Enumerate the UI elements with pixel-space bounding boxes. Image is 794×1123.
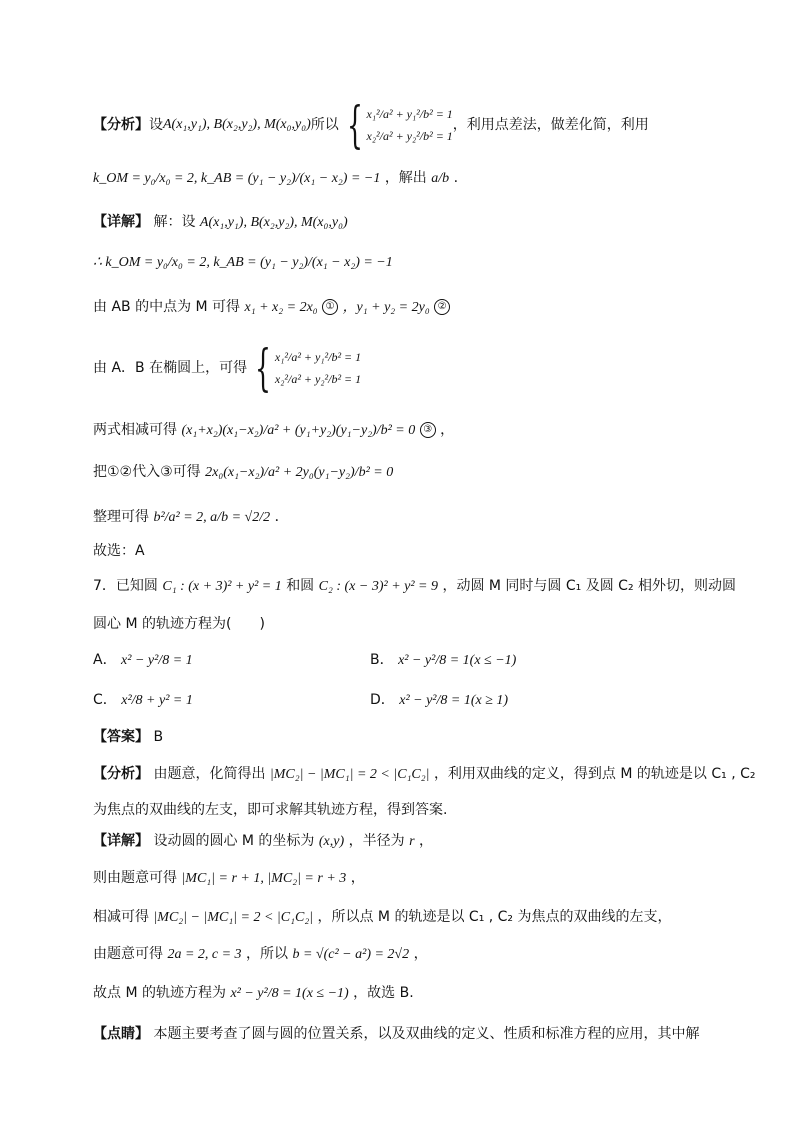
answer-value: B xyxy=(153,729,164,745)
question-text: 7．已知圆 xyxy=(93,578,158,594)
analysis-text: ，解出 xyxy=(384,170,427,186)
detail-text: 故点 M 的轨迹方程为 xyxy=(93,985,226,1001)
detail-text: ， xyxy=(413,946,428,962)
point-coordinates: A(x₁,y₁), B(x₂,y₂), M(x₀,y₀) xyxy=(163,117,311,132)
analysis-1-line-1 xyxy=(93,95,714,155)
detail-text: ， xyxy=(418,833,433,849)
option-expression: x² − y²/8 = 1 xyxy=(121,653,193,668)
result-equation: b²/a² = 2, a/b = √2/2 xyxy=(153,510,271,525)
comment-line xyxy=(93,1024,714,1044)
analysis-2-line-1 xyxy=(93,764,756,785)
analysis-text: 所以 xyxy=(310,117,339,133)
detail-text: ， xyxy=(440,422,455,438)
option-label: A． xyxy=(93,652,117,668)
answer-tag: 【答案】 xyxy=(93,729,149,745)
detail-1-result xyxy=(93,507,714,528)
analysis-text: ，利用双曲线的定义，得到点 M 的轨迹是以 C₁ , C₂ xyxy=(433,766,756,782)
radius-symbol: r xyxy=(409,834,415,849)
detail-text: ，半径为 xyxy=(348,833,405,849)
brace-symbol: { xyxy=(255,339,271,397)
midpoint-eq-1: x₁ + x₂ = 2x₀ xyxy=(244,300,318,315)
detail-text: 由题意可得 xyxy=(93,946,163,962)
analysis-text: 由题意，化简得出 xyxy=(153,766,266,782)
detail-2-line-5 xyxy=(93,983,714,1004)
option-c[interactable] xyxy=(93,690,193,711)
brace-symbol: { xyxy=(346,96,363,154)
slope-equation: ∴ k_OM = y₀/x₀ = 2, k_AB = (y₁ − y₂)/(x₁ − x₂) = −1 xyxy=(93,255,393,270)
detail-tag: 【详解】 xyxy=(93,833,149,849)
question-text: ，动圆 M 同时与圆 C₁ 及圆 C₂ 相外切，则动圆 xyxy=(442,578,737,594)
detail-tag: 【详解】 xyxy=(93,214,149,230)
question-7-stem-2: 圆心 M 的轨迹方程为( ) xyxy=(93,616,265,632)
equation-system xyxy=(339,96,453,154)
system-row-2: x₂²/a² + y₂²/b² = 1 xyxy=(274,372,362,386)
detail-2-line-2 xyxy=(93,868,714,889)
option-expression: x² − y²/8 = 1(x ≤ −1) xyxy=(398,653,517,668)
circle-c1-equation: C₁ : (x + 3)² + y² = 1 xyxy=(162,579,282,594)
detail-1-answer: 故选：A xyxy=(93,543,145,559)
detail-1-ellipse xyxy=(93,340,714,396)
detail-2-line-1 xyxy=(93,831,714,852)
comment-tag: 【点睛】 xyxy=(93,1026,149,1042)
midpoint-eq-2: ，y₁ + y₂ = 2y₀ xyxy=(342,300,430,315)
analysis-text: . xyxy=(453,170,459,186)
answer-line xyxy=(93,727,714,747)
parameter-equation: 2a = 2, c = 3 xyxy=(167,947,242,962)
circle-c2-equation: C₂ : (x − 3)² + y² = 9 xyxy=(318,579,438,594)
center-coordinates: (x,y) xyxy=(318,834,345,849)
distance-equation: |MC₁| = r + 1, |MC₂| = r + 3 xyxy=(181,871,347,886)
detail-1-slopes xyxy=(93,252,714,273)
detail-text: 解：设 xyxy=(153,214,196,230)
detail-text: 相减可得 xyxy=(93,909,149,925)
question-7-stem-1 xyxy=(93,576,737,597)
system-row-2: x₂²/a² + y₂²/b² = 1 xyxy=(366,129,453,143)
detail-text: ， xyxy=(350,870,365,886)
circled-number-2: ② xyxy=(434,299,450,315)
detail-text: ，所以 xyxy=(246,946,289,962)
detail-text: 由 AB 的中点为 M 可得 xyxy=(93,299,241,315)
distance-equation: |MC₂| − |MC₁| = 2 < |C₁C₂| xyxy=(153,910,314,925)
detail-text: 把①②代入③可得 xyxy=(93,464,201,480)
option-expression: x² − y²/8 = 1(x ≥ 1) xyxy=(399,693,509,708)
detail-1-subtract xyxy=(93,420,714,441)
ratio-fraction: a/b xyxy=(431,171,450,186)
equation-system xyxy=(247,339,362,397)
analysis-tag: 【分析】 xyxy=(93,117,149,133)
detail-text: 则由题意可得 xyxy=(93,870,177,886)
detail-text: 两式相减可得 xyxy=(93,422,177,438)
distance-equation: |MC₂| − |MC₁| = 2 < |C₁C₂| xyxy=(269,767,430,782)
system-row-1: x₁²/a² + y₁²/b² = 1 xyxy=(274,350,362,364)
detail-text: 设动圆的圆心 M 的坐标为 xyxy=(153,833,315,849)
option-a[interactable] xyxy=(93,650,193,671)
analysis-1-line-2 xyxy=(93,168,714,189)
analysis-tag: 【分析】 xyxy=(93,766,149,782)
detail-1-substitute xyxy=(93,462,714,483)
b-value-equation: b = √(c² − a²) = 2√2 xyxy=(292,947,410,962)
system-row-1: x₁²/a² + y₁²/b² = 1 xyxy=(366,107,453,121)
detail-1-midpoint xyxy=(93,297,714,318)
detail-text: ，故选 B. xyxy=(353,985,414,1001)
analysis-text: ，利用点差法，做差化简，利用 xyxy=(452,117,649,133)
detail-text: ，所以点 M 的轨迹是以 C₁ , C₂ 为焦点的双曲线的左支， xyxy=(317,909,672,925)
circled-number-1: ① xyxy=(322,299,338,315)
option-label: C． xyxy=(93,692,117,708)
option-expression: x²/8 + y² = 1 xyxy=(121,693,193,708)
detail-text: ． xyxy=(274,509,289,525)
detail-text: 由 A．B 在椭圆上，可得 xyxy=(93,360,248,376)
option-b[interactable] xyxy=(370,650,516,671)
circled-number-3: ③ xyxy=(420,422,436,438)
option-label: D． xyxy=(370,692,395,708)
subtract-equation: (x₁+x₂)(x₁−x₂)/a² + (y₁+y₂)(y₁−y₂)/b² = 0 xyxy=(181,423,416,438)
comment-text: 本题主要考查了圆与圆的位置关系，以及双曲线的定义、性质和标准方程的应用，其中解 xyxy=(153,1026,700,1042)
detail-2-line-4 xyxy=(93,944,714,965)
point-coordinates: A(x₁,y₁), B(x₂,y₂), M(x₀,y₀) xyxy=(199,215,348,230)
detail-2-line-3 xyxy=(93,907,714,928)
option-d[interactable] xyxy=(370,690,508,711)
option-label: B． xyxy=(370,652,394,668)
detail-1-line-1 xyxy=(93,212,714,233)
question-text: 和圆 xyxy=(286,578,315,594)
analysis-text: 设 xyxy=(149,117,163,133)
detail-text: 整理可得 xyxy=(93,509,149,525)
substitute-equation: 2x₀(x₁−x₂)/a² + 2y₀(y₁−y₂)/b² = 0 xyxy=(205,465,394,480)
analysis-2-line-2: 为焦点的双曲线的左支，即可求解其轨迹方程，得到答案. xyxy=(93,802,448,818)
slope-equation: k_OM = y₀/x₀ = 2, k_AB = (y₁ − y₂)/(x₁ − x₂) = −1 xyxy=(93,171,381,186)
trajectory-equation: x² − y²/8 = 1(x ≤ −1) xyxy=(230,986,349,1001)
